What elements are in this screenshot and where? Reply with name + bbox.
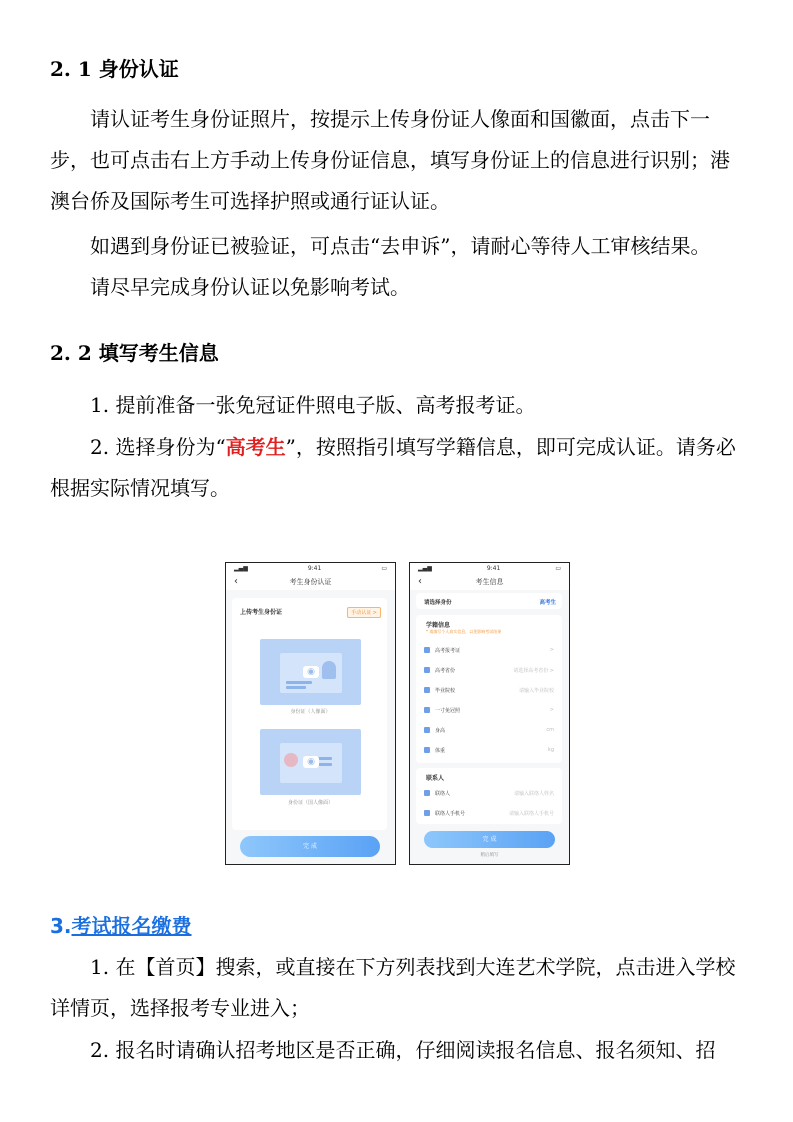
status-time: 9:41 xyxy=(486,565,501,572)
row-value: kg xyxy=(547,747,554,753)
ruler-icon xyxy=(424,727,430,733)
row-label: 联络人手机号 xyxy=(435,810,466,817)
person-icon xyxy=(424,707,430,713)
row-label: 毕业院校 xyxy=(435,687,456,694)
school-info-heading: 学籍信息 xyxy=(426,622,451,629)
identity-label: 请选择身份 xyxy=(424,600,452,606)
phone-id-verification xyxy=(225,562,396,865)
contact-icon xyxy=(424,790,430,796)
row-label: 身高 xyxy=(435,727,446,734)
status-time: 9:41 xyxy=(307,565,322,572)
id-front-upload[interactable] xyxy=(260,639,361,705)
school-icon xyxy=(424,687,430,693)
back-icon[interactable]: ‹ xyxy=(234,576,238,587)
row-label: 一寸免冠照 xyxy=(435,707,461,714)
row-school[interactable] xyxy=(424,685,554,695)
row-contact-phone[interactable] xyxy=(424,808,554,818)
upload-card-title: 上传考生身份证 xyxy=(240,609,283,616)
text-before: 2. 选择身份为“ xyxy=(90,435,226,459)
contact-heading: 联系人 xyxy=(426,775,445,782)
back-icon[interactable]: ‹ xyxy=(418,576,422,587)
manual-verify-button[interactable]: 手动认证 > xyxy=(347,607,381,618)
row-label: 体重 xyxy=(435,747,446,754)
row-province[interactable] xyxy=(424,665,554,675)
location-icon xyxy=(424,667,430,673)
school-info-note: * 请填写个人真实信息，以免影响考试结果 xyxy=(426,629,502,634)
complete-button[interactable]: 完 成 xyxy=(424,831,555,848)
phone-student-info xyxy=(409,562,570,865)
identity-select-row[interactable] xyxy=(416,593,562,609)
skip-link[interactable]: 稍后填写 xyxy=(480,853,499,858)
paragraph-select-identity xyxy=(50,427,746,509)
paragraph-id-verification: 请认证考生身份证照片，按提示上传身份证人像面和国徽面，点击下一步，也可点击右上方手动上传身份证信息，填写身份证上的信息进行识别；港澳台侨及国际考生可选择护照或通行证认证。 xyxy=(50,107,730,213)
row-exam-card[interactable] xyxy=(424,645,554,655)
heading-3 xyxy=(50,914,192,938)
heading-2-2: 2. 2 填写考生信息 xyxy=(50,341,219,365)
paragraph-search-school: 1. 在【首页】搜索，或直接在下方列表找到大连艺术学院，点击进入学校详情页，选择报考专业进入； xyxy=(50,955,736,1020)
heading-2-1: 2. 1 身份认证 xyxy=(50,57,179,81)
heading-3-link[interactable]: 考试报名缴费 xyxy=(71,914,192,938)
row-label: 高考报考证 xyxy=(435,647,461,654)
status-bar xyxy=(410,563,569,574)
caption-id-back: 身份证（国人像面） xyxy=(287,800,333,806)
nav-bar xyxy=(226,574,395,590)
text-after: ”，按照指引填写学籍信息，即可完成认证。请务必根据实际情况填写。 xyxy=(50,435,736,500)
row-value: 请选择高考省份 > xyxy=(513,667,554,674)
row-photo[interactable] xyxy=(424,705,554,715)
nav-bar xyxy=(410,574,569,590)
row-value: > xyxy=(549,647,554,653)
highlight-identity: 高考生 xyxy=(225,435,286,459)
complete-button[interactable]: 完 成 xyxy=(240,836,380,857)
status-bar xyxy=(226,563,395,574)
camera-icon: ◉ xyxy=(303,666,319,678)
row-weight[interactable] xyxy=(424,745,554,755)
row-value: 请输入联络人手机号 xyxy=(508,810,554,817)
row-label: 高考省份 xyxy=(435,667,456,674)
row-contact-name[interactable] xyxy=(424,788,554,798)
row-height[interactable] xyxy=(424,725,554,735)
portrait-icon xyxy=(322,661,336,679)
scale-icon xyxy=(424,747,430,753)
row-label: 联络人 xyxy=(435,790,451,797)
paragraph-appeal: 如遇到身份证已被验证，可点击“去申诉”，请耐心等待人工审核结果。 xyxy=(90,234,711,258)
document-icon xyxy=(424,647,430,653)
paragraph-early-complete: 请尽早完成身份认证以免影响考试。 xyxy=(90,275,410,299)
emblem-icon xyxy=(284,753,298,767)
section-number: 3. xyxy=(50,914,72,938)
text-line xyxy=(286,686,306,689)
id-back-upload[interactable] xyxy=(260,729,361,795)
identity-value: 高考生 xyxy=(539,600,556,606)
row-value: 请输入毕业院校 xyxy=(518,687,554,694)
camera-icon: ◉ xyxy=(303,756,319,768)
screen-title: 考生身份认证 xyxy=(289,578,332,586)
caption-id-front: 身份证（人像面） xyxy=(290,709,331,715)
phone-icon xyxy=(424,810,430,816)
signal-icon: ▂▄▆ xyxy=(234,565,248,572)
paragraph-prepare-photo: 1. 提前准备一张免冠证件照电子版、高考报考证。 xyxy=(90,393,536,417)
screen-title: 考生信息 xyxy=(475,578,504,586)
battery-icon: ▭ xyxy=(381,565,387,572)
row-value: 请输入联络人姓名 xyxy=(513,790,554,797)
paragraph-confirm-region: 2. 报名时请确认招考地区是否正确，仔细阅读报名信息、报名须知、招 xyxy=(90,1038,716,1062)
row-value: > xyxy=(549,707,554,713)
row-value: cm xyxy=(546,727,554,733)
battery-icon: ▭ xyxy=(555,565,561,572)
signal-icon: ▂▄▆ xyxy=(418,565,432,572)
text-line xyxy=(286,681,312,684)
